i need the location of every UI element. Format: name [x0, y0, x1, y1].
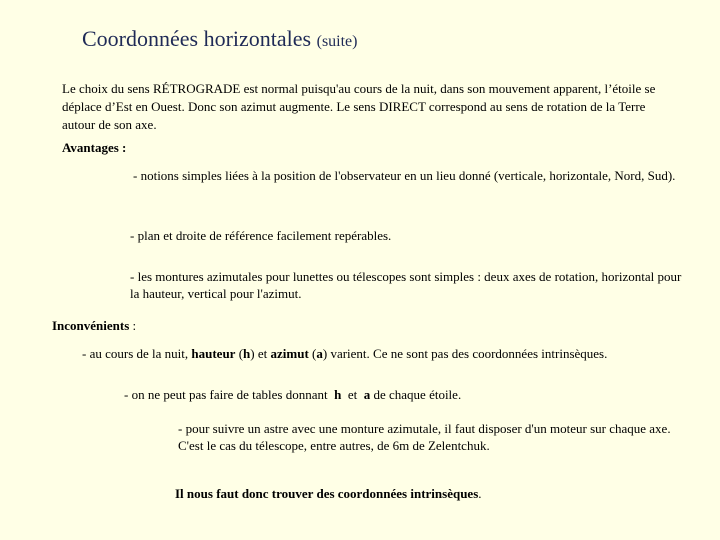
symbol-h: h [334, 387, 342, 402]
symbol-a: a [316, 346, 323, 361]
disadvantage-text: de chaque étoile. [370, 387, 462, 402]
disadvantage-item [124, 386, 684, 403]
disadvantages-heading-colon: : [129, 318, 137, 333]
disadvantage-text: ) et [250, 346, 271, 361]
advantages-heading: Avantages : [62, 140, 127, 155]
term-azimut: azimut [270, 346, 309, 361]
symbol-h: h [243, 346, 251, 361]
symbol-a: a [363, 387, 371, 402]
conclusion-text: Il nous faut donc trouver des coordonnées intrinsèques [175, 486, 479, 501]
disadvantage-text: et [341, 387, 364, 402]
slide-title-suffix: (suite) [316, 33, 358, 50]
advantage-item: - les montures azimutales pour lunettes ou télescopes sont simples : deux axes de rotation, horizontal pour la hauteur, vertical pour l'azimut. [130, 269, 682, 301]
disadvantage-item [82, 345, 702, 362]
intro-paragraph: Le choix du sens RÉTROGRADE est normal puisqu'au cours de la nuit, dans son mouvement apparent, l’étoile se déplace d’Est en Ouest. Donc son azimut augmente. Le sens DIRECT correspond au sens de rotation de la Terre autour de son axe. [62, 81, 656, 132]
disadvantages-heading-label: Inconvénients [52, 318, 130, 333]
term-hauteur: hauteur [191, 346, 236, 361]
slide-title [82, 26, 357, 52]
slide-title-main: Coordonnées horizontales [82, 26, 312, 51]
advantage-item: - plan et droite de référence facilement repérables. [130, 228, 392, 243]
disadvantage-text: - on ne peut pas faire de tables donnant [124, 387, 335, 402]
disadvantage-item: - pour suivre un astre avec une monture azimutale, il faut disposer d'un moteur sur chaque axe. C'est le cas du télescope, entre autres, de 6m de Zelentchuk. [178, 421, 671, 453]
advantage-item: - notions simples liées à la position de l'observateur en un lieu donné (verticale, horizontale, Nord, Sud). [133, 168, 676, 183]
conclusion [175, 486, 482, 502]
disadvantage-text: - au cours de la nuit, [82, 346, 192, 361]
disadvantages-heading [52, 318, 136, 334]
disadvantage-text: ) varient. Ce ne sont pas des coordonnées intrinsèques. [322, 346, 608, 361]
conclusion-dot: . [478, 486, 482, 501]
disadvantage-text: ( [308, 346, 317, 361]
disadvantage-text: ( [235, 346, 244, 361]
